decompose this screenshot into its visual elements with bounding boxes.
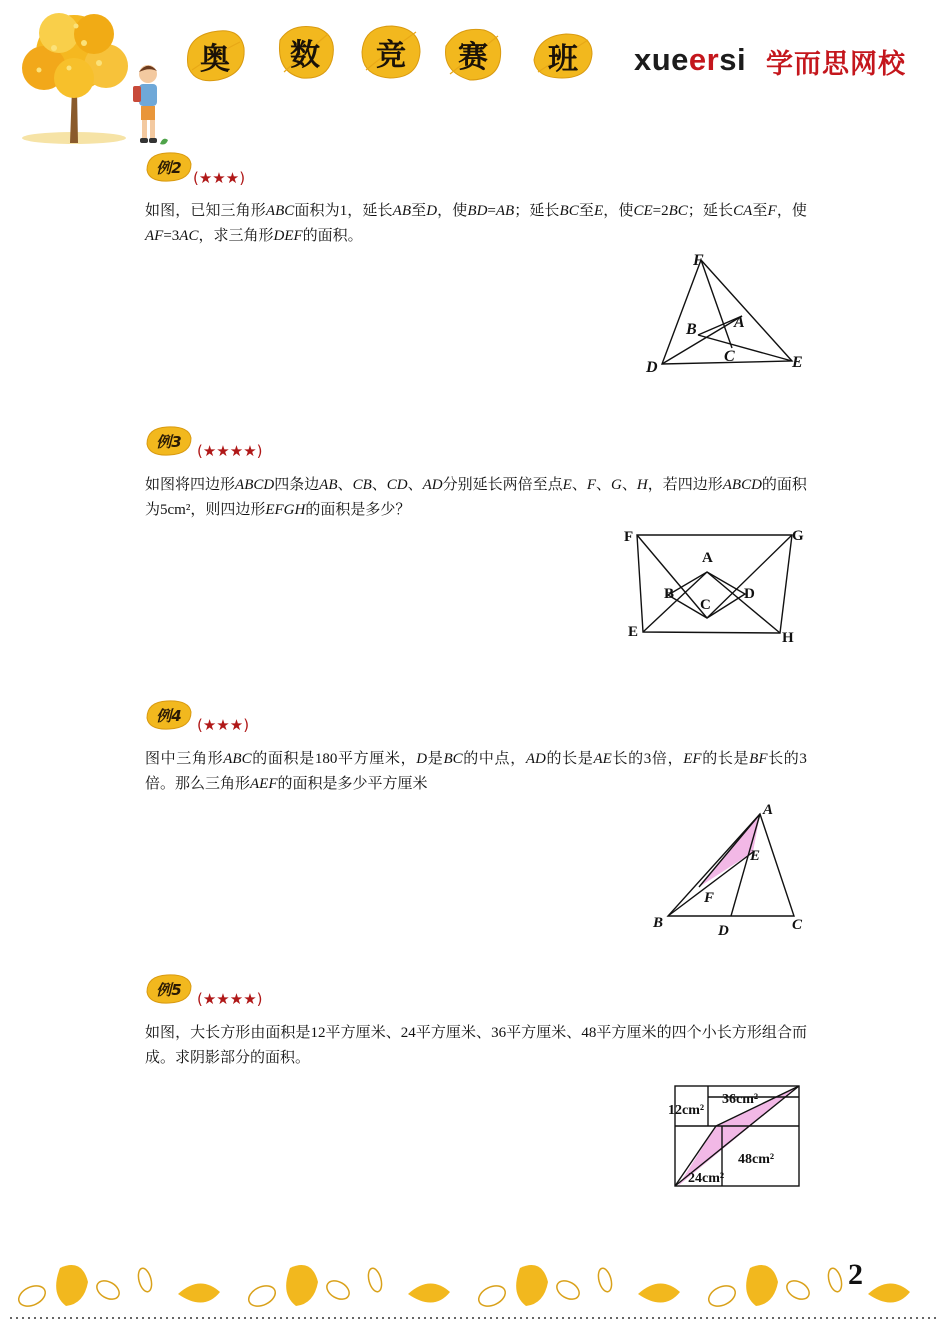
- title-char-5: 班: [548, 42, 578, 77]
- brand-logo-cn: 学而思网校: [766, 49, 906, 80]
- problem-badge: [145, 150, 193, 184]
- title-leaf-5: [530, 30, 596, 82]
- title-leaf-4: [440, 24, 506, 84]
- brand-en-accent: er: [688, 42, 720, 77]
- problem-badge: [145, 972, 193, 1006]
- label-H: H: [782, 630, 794, 646]
- badge-label: 例3: [156, 432, 182, 451]
- label-B: B: [664, 586, 675, 602]
- label-area-48: 48cm²: [738, 1152, 775, 1167]
- page-number: 2: [848, 1258, 863, 1291]
- badge-label: 例4: [156, 706, 182, 725]
- label-E: E: [628, 624, 639, 640]
- label-D: D: [718, 923, 729, 938]
- label-F: F: [693, 252, 704, 269]
- problem-badge: [145, 424, 193, 458]
- label-C: C: [724, 348, 735, 365]
- label-B: B: [686, 321, 697, 338]
- label-F: F: [624, 529, 634, 545]
- label-G: G: [792, 528, 804, 544]
- badge-label: 例2: [156, 158, 182, 177]
- figure-rectangle-grid: [664, 1078, 809, 1196]
- label-C: C: [700, 597, 711, 613]
- label-E: E: [792, 354, 803, 371]
- label-A: A: [763, 802, 774, 818]
- title-char-3: 竞: [376, 38, 406, 73]
- boy-illustration: [130, 62, 170, 148]
- title-leaf-2: [272, 22, 338, 82]
- label-A: A: [734, 314, 745, 331]
- label-area-24: 24cm²: [688, 1171, 725, 1186]
- leaf-border-decoration: [0, 1248, 950, 1328]
- label-area-12: 12cm²: [668, 1103, 705, 1118]
- label-E: E: [750, 848, 761, 864]
- figure-triangle-def: [640, 248, 815, 378]
- brand-en-prefix: xue: [634, 42, 689, 77]
- difficulty-stars: (★★★★): [197, 442, 263, 460]
- label-C: C: [792, 917, 803, 933]
- problem-text: 如图将四边形ABCD四条边AB、CB、CD、AD分别延长两倍至点E、F、G、H，若四边形ABCD的面积为5cm²，则四边形EFGH的面积是多少？: [145, 477, 807, 518]
- brand-logo-en: [634, 42, 746, 78]
- problem-badge: [145, 698, 193, 732]
- label-A: A: [702, 550, 713, 566]
- badge-label: 例5: [156, 980, 182, 999]
- problem-text: 如图，大长方形由面积是12平方厘米、24平方厘米、36平方厘米、48平方厘米的四个小长方形组合而成。求阴影部分的面积。: [145, 1025, 807, 1066]
- title-leaf-3: [358, 22, 424, 82]
- title-char-2: 数: [290, 38, 320, 73]
- label-D: D: [744, 586, 755, 602]
- autumn-tree-illustration: [14, 8, 134, 148]
- title-leaf-1: [182, 26, 248, 86]
- difficulty-stars: (★★★★): [197, 990, 263, 1008]
- label-D: D: [646, 359, 658, 376]
- title-char-1: 奥: [200, 42, 230, 77]
- label-area-36: 36cm²: [722, 1092, 759, 1107]
- problem-text: 图中三角形ABC的面积是180平方厘米，D是BC的中点，AD的长是AE长的3倍，EF的长是BF长的3倍。那么三角形AEF的面积是多少平方厘米: [145, 751, 807, 792]
- label-F: F: [704, 890, 715, 906]
- problem-text: 如图，已知三角形ABC面积为1，延长AB至D，使BD=AB；延长BC至E，使CE=2BC；延长CA至F，使AF=3AC，求三角形DEF的面积。: [145, 203, 807, 244]
- difficulty-stars: (★★★): [197, 716, 250, 734]
- brand-en-suffix: si: [719, 42, 747, 77]
- title-char-4: 赛: [458, 40, 488, 75]
- figure-quadrilateral-efgh: [620, 522, 810, 648]
- difficulty-stars: (★★★): [193, 169, 246, 187]
- figure-triangle-aef: [648, 796, 813, 938]
- label-B: B: [653, 915, 664, 931]
